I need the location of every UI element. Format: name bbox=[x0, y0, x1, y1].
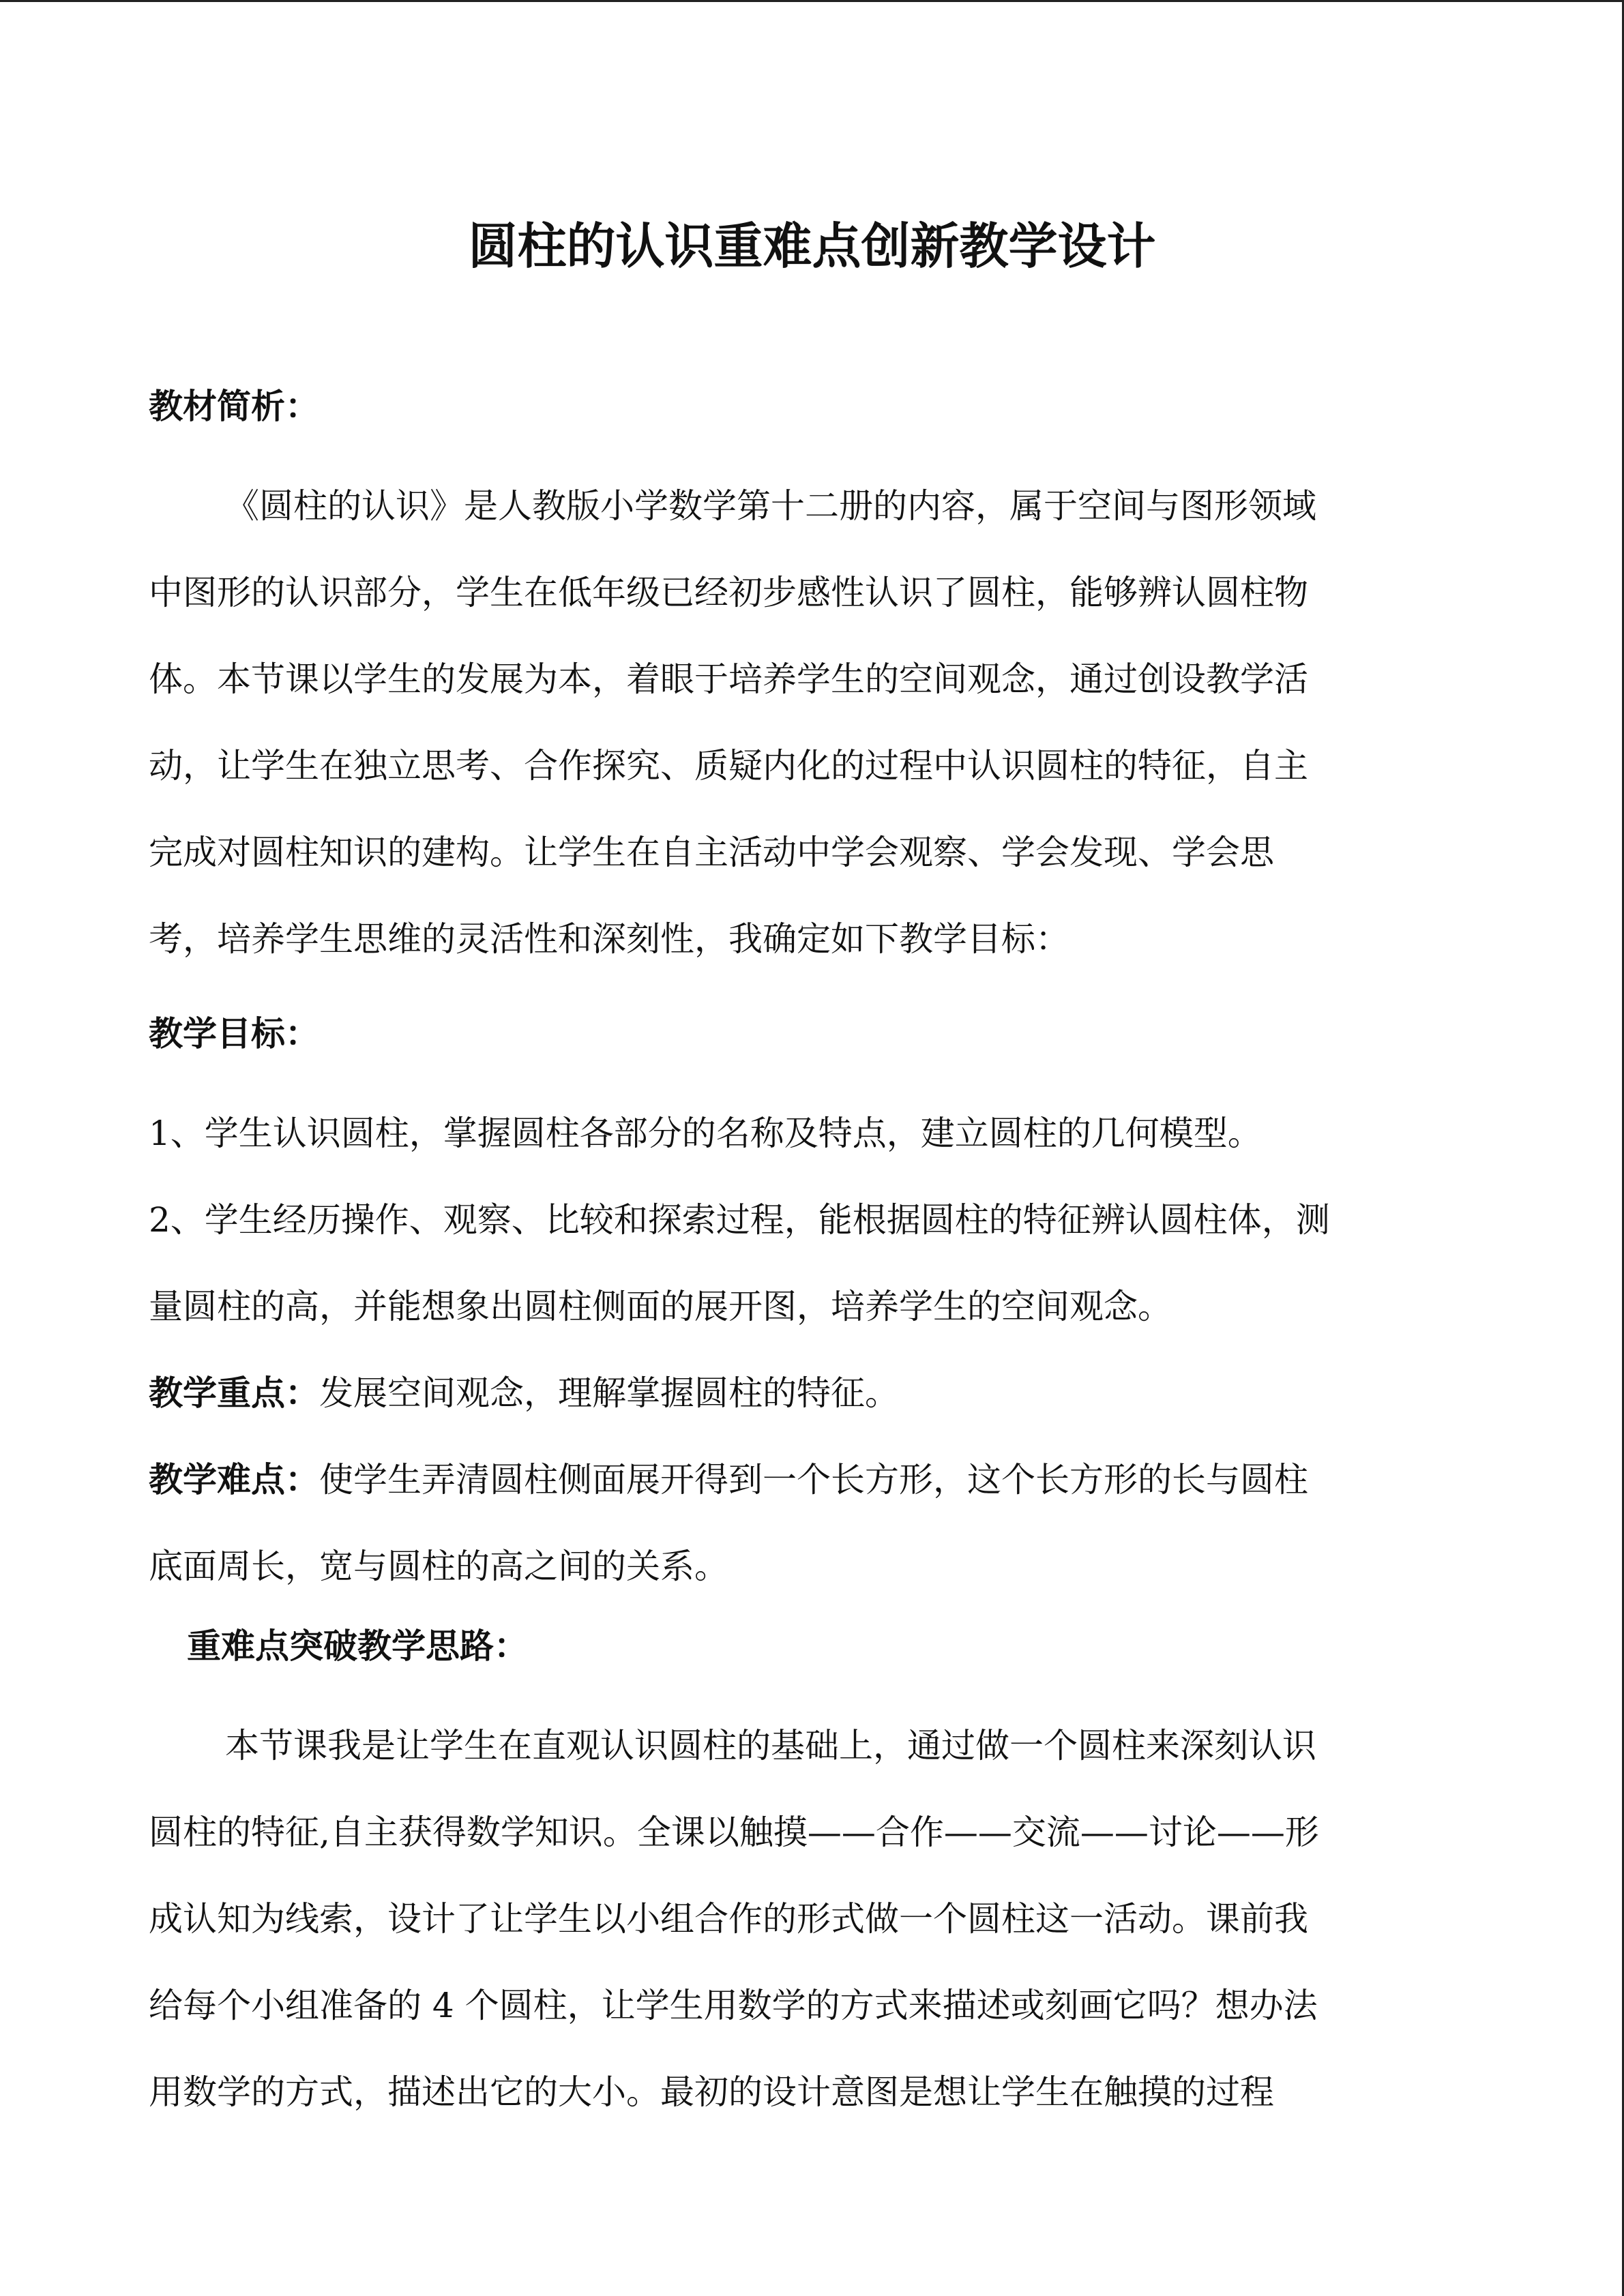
difficulty-line bbox=[149, 1437, 1487, 1523]
difficulty-text-1: 使学生弄清圆柱侧面展开得到一个长方形，这个长方形的长与圆柱 bbox=[319, 1460, 1308, 1500]
approach-line: 给每个小组准备的 4 个圆柱，让学生用数学的方式来描述或刻画它吗？想办法 bbox=[149, 1986, 1318, 2025]
key-point-text: 发展空间观念，理解掌握圆柱的特征。 bbox=[319, 1373, 899, 1413]
difficulty-label: 教学难点： bbox=[149, 1460, 319, 1500]
goals-heading: 教学目标： bbox=[149, 1014, 319, 1054]
analysis-line: 中图形的认识部分，学生在低年级已经初步感性认识了圆柱，能够辨认圆柱物 bbox=[149, 573, 1308, 612]
key-point bbox=[149, 1350, 1487, 1437]
difficulty-line: 底面周长，宽与圆柱的高之间的关系。 bbox=[149, 1547, 728, 1586]
analysis-line: 动，让学生在独立思考、合作探究、质疑内化的过程中认识圆柱的特征，自主 bbox=[149, 746, 1308, 786]
analysis-paragraph bbox=[149, 463, 1487, 983]
goal-item-1 bbox=[149, 1090, 1487, 1177]
approach-paragraph bbox=[149, 1703, 1487, 2136]
analysis-line: 体。本节课以学生的发展为本，着眼于培养学生的空间观念，通过创设教学活 bbox=[149, 659, 1308, 699]
approach-line: 用数学的方式，描述出它的大小。最初的设计意图是想让学生在触摸的过程 bbox=[149, 2072, 1274, 2112]
document-body bbox=[149, 376, 1487, 2136]
analysis-line: 《圆柱的认识》是人教版小学数学第十二册的内容，属于空间与图形领域 bbox=[225, 486, 1316, 526]
goal-item-2 bbox=[149, 1177, 1487, 1350]
difficulty-point bbox=[149, 1437, 1487, 1610]
analysis-line: 完成对圆柱知识的建构。让学生在自主活动中学会观察、学会发现、学会思 bbox=[149, 833, 1274, 872]
key-point-line bbox=[149, 1350, 1487, 1437]
approach-heading: 重难点突破教学思路： bbox=[187, 1626, 528, 1666]
approach-line: 圆柱的特征,自主获得数学知识。全课以触摸——合作——交流——讨论——形 bbox=[149, 1813, 1319, 1852]
goal-line: 量圆柱的高，并能想象出圆柱侧面的展开图，培养学生的空间观念。 bbox=[149, 1287, 1172, 1326]
goal-line: 1、学生认识圆柱，掌握圆柱各部分的名称及特点，建立圆柱的几何模型。 bbox=[149, 1114, 1262, 1153]
approach-line: 本节课我是让学生在直观认识圆柱的基础上，通过做一个圆柱来深刻认识 bbox=[225, 1726, 1316, 1765]
approach-line: 成认知为线索，设计了让学生以小组合作的形式做一个圆柱这一活动。课前我 bbox=[149, 1899, 1308, 1939]
goal-line: 2、学生经历操作、观察、比较和探索过程，能根据圆柱的特征辨认圆柱体，测 bbox=[149, 1200, 1330, 1240]
key-point-label: 教学重点： bbox=[149, 1373, 319, 1413]
analysis-heading: 教材简析： bbox=[149, 387, 319, 426]
document-title: 圆柱的认识重难点创新教学设计 bbox=[468, 218, 1156, 275]
analysis-line: 考，培养学生思维的灵活性和深刻性，我确定如下教学目标： bbox=[149, 919, 1069, 959]
